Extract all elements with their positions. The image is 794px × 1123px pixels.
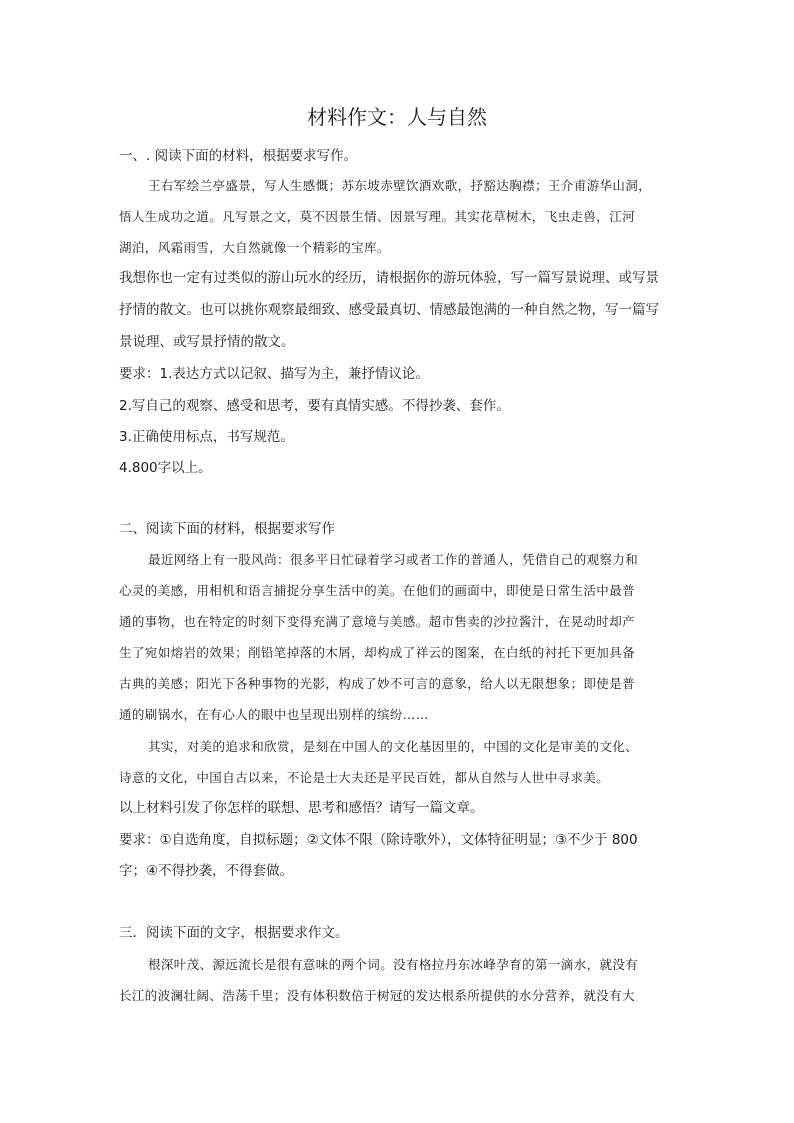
- section1-heading: 一、. 阅读下面的材料，根据要求写作。: [119, 148, 358, 164]
- section2-material-line: 最近网络上有一股风尚：很多平日忙碌着学习或者工作的普通人，凭借自己的观察力和: [148, 552, 639, 567]
- section2-material-line: 通的刷锅水，在有心人的眼中也呈现出别样的缤纷……: [119, 707, 429, 722]
- section1-prompt-line: 我想你也一定有过类似的游山玩水的经历，请根据你的游玩体验，写一篇写景说理、或写景: [119, 270, 659, 286]
- section2-prompt: 以上材料引发了你怎样的联想、思考和感悟？请写一篇文章。: [119, 800, 484, 816]
- section1-requirement: 要求：1.表达方式以记叙、描写为主，兼抒情议论。: [119, 366, 429, 382]
- section2-requirement: 要求：①自选角度，自拟标题；②文体不限（除诗歌外），文体特征明显；③不少于 800: [119, 832, 638, 848]
- section2-material-line: 生了宛如熔岩的效果；削铅笔掉落的木屑，却构成了祥云的图案，在白纸的衬托下更加具备: [119, 645, 636, 660]
- section3-heading: 三．阅读下面的文字，根据要求作文。: [119, 925, 349, 941]
- section1-material-line: 悟人生成功之道。凡写景之文，莫不因景生情、因景写理。其实花草树木，飞虫走兽，江河: [119, 209, 636, 224]
- section2-heading: 二、阅读下面的材料，根据要求写作: [119, 521, 335, 537]
- section1-material-line: 湖泊，风霜雨雪，大自然就像一个精彩的宝库。: [119, 240, 390, 255]
- page-title: 材料作文：人与自然: [307, 105, 487, 129]
- section2-material-line: 心灵的美感，用相机和语言捕捉分享生活中的美。在他们的画面中，即使是日常生活中最普: [119, 583, 636, 598]
- section1-requirement: 2.写自己的观察、感受和思考，要有真情实感。不得抄袭、套作。: [119, 398, 510, 414]
- section1-material-line: 王右军绘兰亭盛景，写人生感慨；苏东坡赤壁饮酒欢歌，抒豁达胸襟；王介甫游华山洞，: [148, 178, 652, 193]
- section2-material-line: 其实，对美的追求和欣赏，是刻在中国人的文化基因里的，中国的文化是审美的文化、: [148, 739, 639, 754]
- section2-material-line: 古典的美感；阳光下各种事物的光影，构成了妙不可言的意象，给人以无限想象；即使是普: [119, 676, 636, 691]
- section1-requirement: 4.800字以上。: [119, 460, 212, 476]
- section1-prompt-line: 抒情的散文。也可以挑你观察最细致、感受最真切、情感最饱满的一种自然之物，写一篇写: [119, 302, 659, 318]
- section1-prompt-line: 景说理、或写景抒情的散文。: [119, 334, 295, 350]
- section2-requirement: 字；④不得抄袭，不得套做。: [119, 863, 294, 879]
- section2-material-line: 通的事物，也在特定的时刻下变得充满了意境与美感。超市售卖的沙拉酱汁，在晃动时却产: [119, 614, 636, 629]
- section2-material-line: 诗意的文化，中国自古以来，不论是士大夫还是平民百姓，都从自然与人世中寻求美。: [119, 770, 610, 785]
- section3-material-line: 长江的波澜壮阔、浩荡千里；没有体积数倍于树冠的发达根系所提供的水分营养，就没有大: [119, 988, 636, 1003]
- section3-material-line: 根深叶茂、源远流长是很有意味的两个词。没有格拉丹东冰峰孕育的第一滴水，就没有: [148, 957, 639, 972]
- section1-requirement: 3.正确使用标点，书写规范。: [119, 429, 294, 445]
